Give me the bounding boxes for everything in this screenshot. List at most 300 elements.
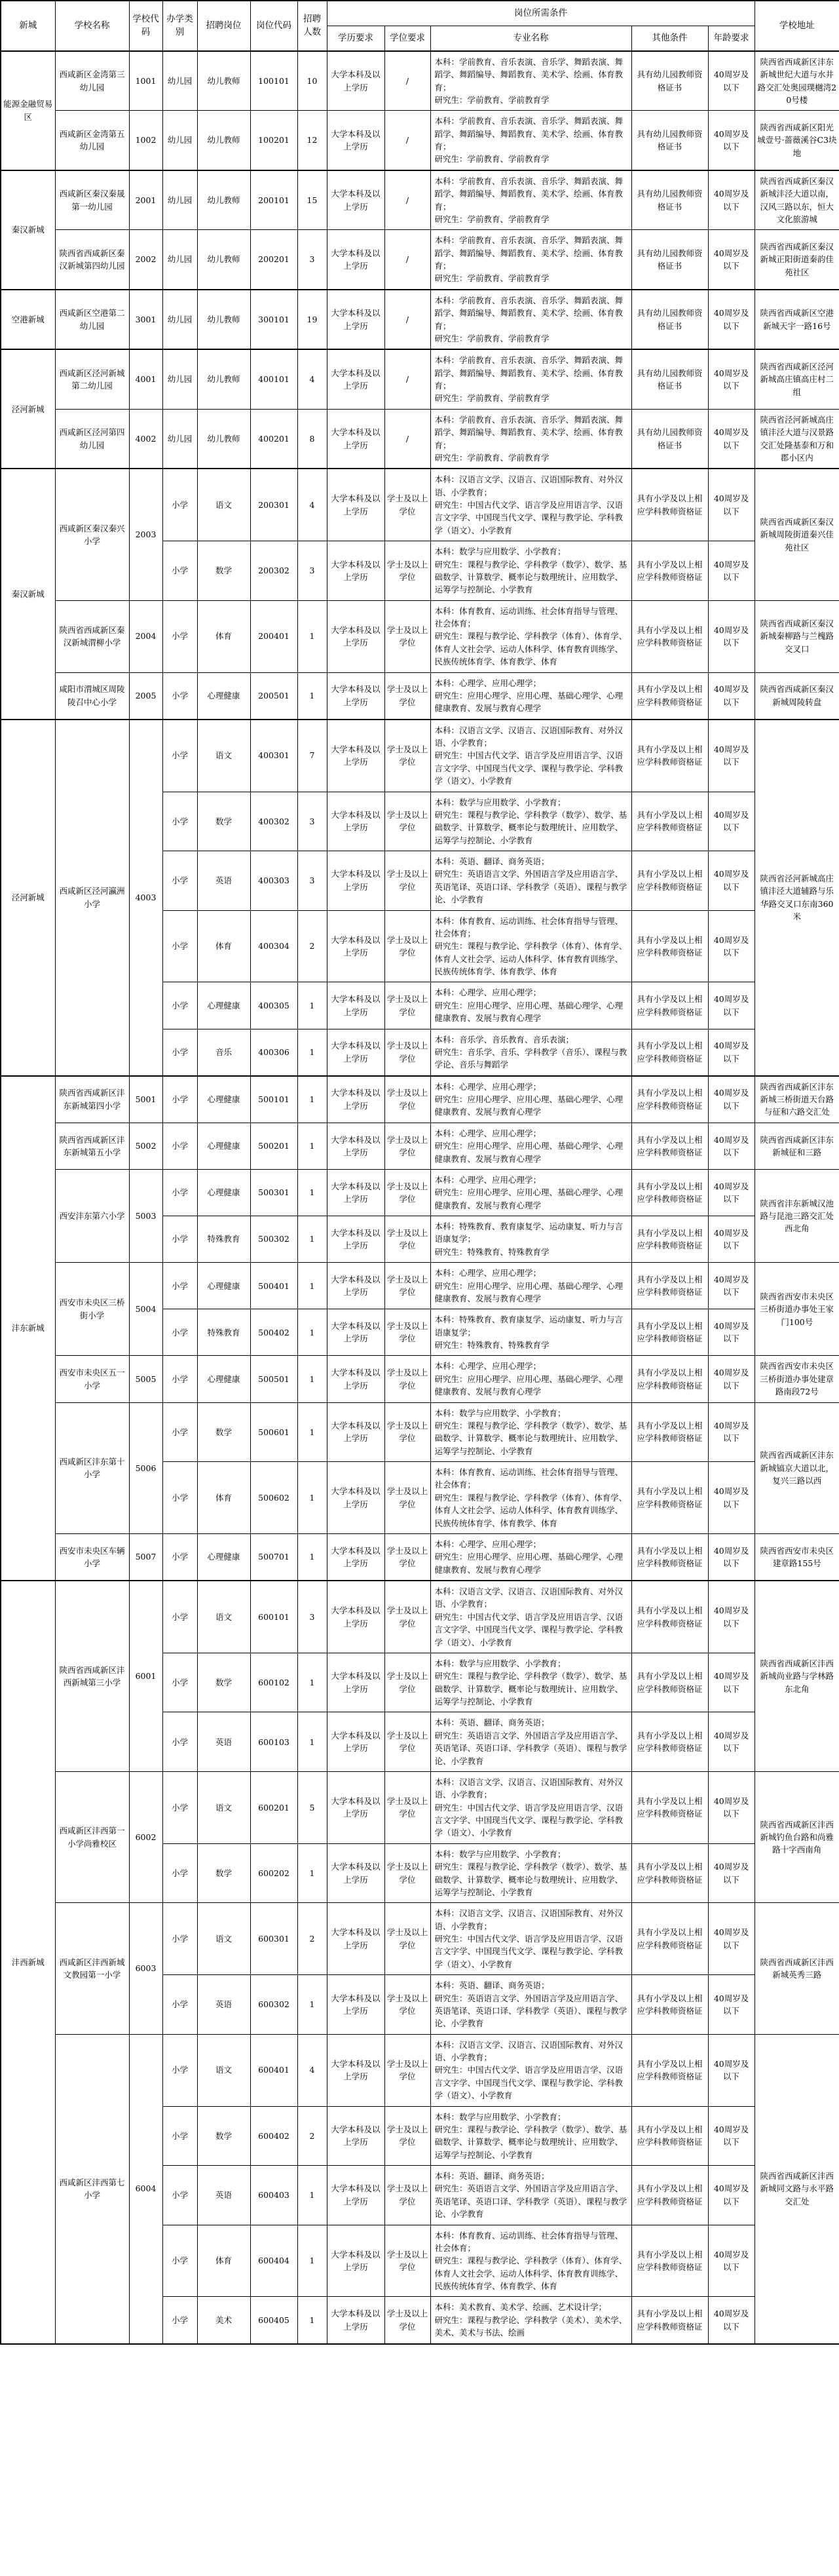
school-type-cell: 小学	[162, 672, 197, 720]
other-requirement-cell: 具有小学及以上相应学科教师资格证	[631, 720, 708, 792]
school-code-cell: 5001	[129, 1076, 162, 1123]
position-code-cell: 100101	[250, 51, 297, 111]
degree-requirement-cell: 学士及以上学位	[384, 720, 430, 792]
position-cell: 幼儿教师	[197, 230, 250, 290]
other-requirement-cell: 具有小学及以上相应学科教师资格证	[631, 1076, 708, 1123]
education-requirement-cell: 大学本科及以上学历	[327, 2166, 384, 2225]
degree-requirement-cell: 学士及以上学位	[384, 672, 430, 720]
education-requirement-cell: 大学本科及以上学历	[327, 1402, 384, 1462]
education-requirement-cell: 大学本科及以上学历	[327, 349, 384, 409]
degree-requirement-cell: /	[384, 230, 430, 290]
school-address-cell: 陕西省泾河新城高庄镇沣泾大道与汉景路交汇处隆基泰和万和郡小区内	[755, 409, 839, 469]
position-code-cell: 600405	[250, 2297, 297, 2344]
position-cell: 英语	[197, 2166, 250, 2225]
position-cell: 体育	[197, 1462, 250, 1534]
other-requirement-cell: 具有幼儿园教师资格证书	[631, 51, 708, 111]
school-type-cell: 小学	[162, 1029, 197, 1076]
degree-requirement-cell: /	[384, 170, 430, 230]
table-row	[1, 111, 839, 170]
position-cell: 心理健康	[197, 982, 250, 1029]
school-name-cell: 西咸新区泾河第四幼儿园	[55, 409, 129, 469]
other-requirement-cell: 具有幼儿园教师资格证书	[631, 111, 708, 170]
education-requirement-cell: 大学本科及以上学历	[327, 1843, 384, 1903]
major-names-cell: 本科：心理学、应用心理学； 研究生：应用心理学、应用心理、基础心理学、心理健康教育、发展与教育心理学	[430, 1533, 631, 1581]
education-requirement-cell: 大学本科及以上学历	[327, 792, 384, 851]
degree-requirement-cell: 学士及以上学位	[384, 1533, 430, 1581]
school-address-cell: 陕西省西咸新区秦汉新城正阳街道秦韵佳苑社区	[755, 230, 839, 290]
position-cell: 数学	[197, 1843, 250, 1903]
position-code-cell: 400305	[250, 982, 297, 1029]
other-requirement-cell: 具有幼儿园教师资格证书	[631, 170, 708, 230]
school-type-cell: 小学	[162, 982, 197, 1029]
school-type-cell: 小学	[162, 2297, 197, 2344]
school-name-cell: 咸阳市渭城区周陵陵召中心小学	[55, 672, 129, 720]
position-cell: 数学	[197, 792, 250, 851]
age-requirement-cell: 40周岁及以下	[708, 2166, 755, 2225]
position-code-cell: 200201	[250, 230, 297, 290]
header-edu-requirement: 学历要求	[327, 26, 384, 50]
school-type-cell: 小学	[162, 469, 197, 541]
age-requirement-cell: 40周岁及以下	[708, 792, 755, 851]
position-code-cell: 600401	[250, 2034, 297, 2106]
age-requirement-cell: 40周岁及以下	[708, 541, 755, 601]
school-address-cell: 陕西省西安市未央区三桥街道办事处建章路南段72号	[755, 1356, 839, 1402]
table-row	[1, 230, 839, 290]
headcount-cell: 1	[297, 1356, 327, 1402]
education-requirement-cell: 大学本科及以上学历	[327, 111, 384, 170]
major-names-cell: 本科：体育教育、运动训练、社会体育指导与管理、社会体育； 研究生：课程与教学论、学科教学（体育）、体育学、体育人文社会学、运动人体科学、体育教育训练学、民族传统体育学、体育教学、体育	[430, 600, 631, 672]
school-type-cell: 幼儿园	[162, 230, 197, 290]
other-requirement-cell: 具有小学及以上相应学科教师资格证	[631, 1903, 708, 1975]
headcount-cell: 1	[297, 1712, 327, 1772]
degree-requirement-cell: 学士及以上学位	[384, 910, 430, 982]
other-requirement-cell: 具有小学及以上相应学科教师资格证	[631, 1402, 708, 1462]
school-name-cell: 西咸新区秦汉秦晟第一幼儿园	[55, 170, 129, 230]
headcount-cell: 3	[297, 1581, 327, 1653]
position-cell: 语文	[197, 2034, 250, 2106]
headcount-cell: 2	[297, 2106, 327, 2166]
degree-requirement-cell: 学士及以上学位	[384, 1402, 430, 1462]
school-type-cell: 小学	[162, 2106, 197, 2166]
position-cell: 心理健康	[197, 1123, 250, 1169]
position-code-cell: 600403	[250, 2166, 297, 2225]
school-address-cell: 陕西省西咸新区秦汉新城秦柳路与兰槐路交叉口	[755, 600, 839, 672]
position-cell: 幼儿教师	[197, 51, 250, 111]
headcount-cell: 1	[297, 1533, 327, 1581]
other-requirement-cell: 具有小学及以上相应学科教师资格证	[631, 1309, 708, 1356]
age-requirement-cell: 40周岁及以下	[708, 51, 755, 111]
school-type-cell: 小学	[162, 1123, 197, 1169]
district-cell: 秦汉新城	[1, 469, 55, 719]
school-address-cell: 陕西省西咸新区沣东新城镐京大道以北，复兴三路以西	[755, 1402, 839, 1533]
position-cell: 幼儿教师	[197, 290, 250, 350]
district-cell: 沣东新城	[1, 1076, 55, 1581]
school-type-cell: 小学	[162, 1771, 197, 1843]
major-names-cell: 本科：数学与应用数学、小学教育； 研究生：课程与教学论、学科教学（数学）、数学、基础数学、计算数学、概率论与数理统计、应用数学、运筹学与控制论、小学教育	[430, 792, 631, 851]
position-code-cell: 600302	[250, 1975, 297, 2035]
school-code-cell: 5004	[129, 1263, 162, 1356]
headcount-cell: 1	[297, 1309, 327, 1356]
education-requirement-cell: 大学本科及以上学历	[327, 1216, 384, 1263]
degree-requirement-cell: 学士及以上学位	[384, 1581, 430, 1653]
education-requirement-cell: 大学本科及以上学历	[327, 982, 384, 1029]
school-code-cell: 6004	[129, 2034, 162, 2343]
age-requirement-cell: 40周岁及以下	[708, 1216, 755, 1263]
table-row	[1, 1123, 839, 1169]
degree-requirement-cell: 学士及以上学位	[384, 1123, 430, 1169]
headcount-cell: 1	[297, 1843, 327, 1903]
school-type-cell: 小学	[162, 1533, 197, 1581]
district-cell: 泾河新城	[1, 720, 55, 1076]
education-requirement-cell: 大学本科及以上学历	[327, 1903, 384, 1975]
age-requirement-cell: 40周岁及以下	[708, 720, 755, 792]
degree-requirement-cell: 学士及以上学位	[384, 1309, 430, 1356]
education-requirement-cell: 大学本科及以上学历	[327, 1309, 384, 1356]
major-names-cell: 本科：英语、翻译、商务英语； 研究生：英语语言文学、外国语言学及应用语言学、英语笔译、英语口译、学科教学（英语）、课程与教学论、小学教育	[430, 1712, 631, 1772]
age-requirement-cell: 40周岁及以下	[708, 469, 755, 541]
headcount-cell: 7	[297, 720, 327, 792]
other-requirement-cell: 具有幼儿园教师资格证书	[631, 290, 708, 350]
school-address-cell: 陕西省西咸新区沣东新城世纪大道与水井路交汇处奥园璞樾湾20号楼	[755, 51, 839, 111]
school-address-cell: 陕西省西咸新区沣东新城征和三路	[755, 1123, 839, 1169]
position-cell: 幼儿教师	[197, 409, 250, 469]
school-name-cell: 陕西省西咸新区沣西新城第三小学	[55, 1581, 129, 1771]
degree-requirement-cell: /	[384, 290, 430, 350]
other-requirement-cell: 具有幼儿园教师资格证书	[631, 349, 708, 409]
degree-requirement-cell: 学士及以上学位	[384, 1903, 430, 1975]
position-code-cell: 200301	[250, 469, 297, 541]
other-requirement-cell: 具有小学及以上相应学科教师资格证	[631, 2034, 708, 2106]
position-cell: 特殊教育	[197, 1309, 250, 1356]
position-cell: 幼儿教师	[197, 349, 250, 409]
headcount-cell: 1	[297, 1653, 327, 1712]
major-names-cell: 本科：数学与应用数学、小学教育； 研究生：课程与教学论、学科教学（数学）、数学、基础数学、计算数学、概率论与数理统计、应用数学、运筹学与控制论、小学教育	[430, 541, 631, 601]
degree-requirement-cell: 学士及以上学位	[384, 1975, 430, 2035]
headcount-cell: 1	[297, 600, 327, 672]
header-headcount: 招聘人数	[297, 1, 327, 51]
headcount-cell: 1	[297, 672, 327, 720]
education-requirement-cell: 大学本科及以上学历	[327, 170, 384, 230]
header-requirements-group: 岗位所需条件	[327, 1, 755, 26]
school-type-cell: 小学	[162, 1462, 197, 1534]
other-requirement-cell: 具有小学及以上相应学科教师资格证	[631, 1712, 708, 1772]
school-code-cell: 2001	[129, 170, 162, 230]
education-requirement-cell: 大学本科及以上学历	[327, 2225, 384, 2297]
degree-requirement-cell: 学士及以上学位	[384, 2106, 430, 2166]
table-row	[1, 1263, 839, 1309]
other-requirement-cell: 具有小学及以上相应学科教师资格证	[631, 1975, 708, 2035]
header-district: 新城	[1, 1, 55, 51]
headcount-cell: 5	[297, 1771, 327, 1843]
position-code-cell: 400302	[250, 792, 297, 851]
age-requirement-cell: 40周岁及以下	[708, 1309, 755, 1356]
headcount-cell: 1	[297, 1216, 327, 1263]
school-address-cell: 陕西省西咸新区沣东新城三桥街道天台路与征和六路交汇处	[755, 1076, 839, 1123]
degree-requirement-cell: 学士及以上学位	[384, 1653, 430, 1712]
degree-requirement-cell: 学士及以上学位	[384, 1462, 430, 1534]
age-requirement-cell: 40周岁及以下	[708, 2106, 755, 2166]
headcount-cell: 1	[297, 2166, 327, 2225]
major-names-cell: 本科：汉语言文学、汉语言、汉语国际教育、对外汉语、小学教育； 研究生：中国古代文学、语言学及应用语言学、汉语言文字学、中国现当代文学、课程与教学论、学科教学（语文）、小学教育	[430, 1581, 631, 1653]
major-names-cell: 本科：英语、翻译、商务英语； 研究生：英语语言文学、外国语言学及应用语言学、英语笔译、英语口译、学科教学（英语）、课程与教学论、小学教育	[430, 2166, 631, 2225]
degree-requirement-cell: 学士及以上学位	[384, 2034, 430, 2106]
district-cell: 泾河新城	[1, 349, 55, 469]
position-code-cell: 400304	[250, 910, 297, 982]
other-requirement-cell: 具有小学及以上相应学科教师资格证	[631, 469, 708, 541]
degree-requirement-cell: 学士及以上学位	[384, 1076, 430, 1123]
major-names-cell: 本科：学前教育、音乐表演、音乐学、舞蹈表演、舞蹈学、舞蹈编导、舞蹈教育、美术学、绘画、体育教育； 研究生：学前教育、学前教育学	[430, 409, 631, 469]
age-requirement-cell: 40周岁及以下	[708, 1843, 755, 1903]
school-name-cell: 陕西省西咸新区秦汉新城第四幼儿园	[55, 230, 129, 290]
position-cell: 语文	[197, 1771, 250, 1843]
major-names-cell: 本科：特殊教育、教育康复学、运动康复、听力与言语康复学； 研究生：特殊教育、特殊教育学	[430, 1309, 631, 1356]
age-requirement-cell: 40周岁及以下	[708, 600, 755, 672]
position-code-cell: 600103	[250, 1712, 297, 1772]
education-requirement-cell: 大学本科及以上学历	[327, 1653, 384, 1712]
other-requirement-cell: 具有幼儿园教师资格证书	[631, 230, 708, 290]
other-requirement-cell: 具有小学及以上相应学科教师资格证	[631, 1356, 708, 1402]
table-header	[1, 1, 839, 51]
headcount-cell: 1	[297, 1076, 327, 1123]
headcount-cell: 10	[297, 51, 327, 111]
position-code-cell: 500402	[250, 1309, 297, 1356]
major-names-cell: 本科：汉语言文学、汉语言、汉语国际教育、对外汉语、小学教育； 研究生：中国古代文学、语言学及应用语言学、汉语言文字学、中国现当代文学、课程与教学论、学科教学（语文）、小学教育	[430, 469, 631, 541]
table-row	[1, 1076, 839, 1123]
education-requirement-cell: 大学本科及以上学历	[327, 600, 384, 672]
school-code-cell: 6001	[129, 1581, 162, 1771]
other-requirement-cell: 具有小学及以上相应学科教师资格证	[631, 1533, 708, 1581]
position-cell: 体育	[197, 600, 250, 672]
headcount-cell: 19	[297, 290, 327, 350]
major-names-cell: 本科：学前教育、音乐表演、音乐学、舞蹈表演、舞蹈学、舞蹈编导、舞蹈教育、美术学、绘画、体育教育； 研究生：学前教育、学前教育学	[430, 111, 631, 170]
other-requirement-cell: 具有小学及以上相应学科教师资格证	[631, 982, 708, 1029]
position-cell: 心理健康	[197, 1356, 250, 1402]
headcount-cell: 12	[297, 111, 327, 170]
other-requirement-cell: 具有小学及以上相应学科教师资格证	[631, 1123, 708, 1169]
position-code-cell: 400306	[250, 1029, 297, 1076]
position-code-cell: 500302	[250, 1216, 297, 1263]
school-name-cell: 西咸新区沣西新城文教园第一小学	[55, 1903, 129, 2034]
major-names-cell: 本科：汉语言文学、汉语言、汉语国际教育、对外汉语、小学教育； 研究生：中国古代文学、语言学及应用语言学、汉语言文字学、中国现当代文学、课程与教学论、学科教学（语文）、小学教育	[430, 2034, 631, 2106]
position-cell: 体育	[197, 910, 250, 982]
degree-requirement-cell: /	[384, 409, 430, 469]
position-code-cell: 500101	[250, 1076, 297, 1123]
education-requirement-cell: 大学本科及以上学历	[327, 230, 384, 290]
school-address-cell: 陕西省西咸新区沣西新城尚业路与学林路东北角	[755, 1581, 839, 1771]
school-address-cell: 陕西省西咸新区秦汉新城沣泾大道以南，汉风三路以东，恒大文化旅游城	[755, 170, 839, 230]
table-row	[1, 1169, 839, 1216]
table-row	[1, 290, 839, 350]
major-names-cell: 本科：学前教育、音乐表演、音乐学、舞蹈表演、舞蹈学、舞蹈编导、舞蹈教育、美术学、绘画、体育教育； 研究生：学前教育、学前教育学	[430, 349, 631, 409]
school-address-cell: 陕西省西咸新区沣西新城钓鱼台路和尚雅路十字西南角	[755, 1771, 839, 1902]
school-address-cell: 陕西省西咸新区秦汉新城周陵转盘	[755, 672, 839, 720]
age-requirement-cell: 40周岁及以下	[708, 170, 755, 230]
school-name-cell: 西咸新区沣西第七小学	[55, 2034, 129, 2343]
age-requirement-cell: 40周岁及以下	[708, 1263, 755, 1309]
headcount-cell: 1	[297, 1169, 327, 1216]
school-type-cell: 幼儿园	[162, 170, 197, 230]
school-code-cell: 4001	[129, 349, 162, 409]
table-row	[1, 1533, 839, 1581]
age-requirement-cell: 40周岁及以下	[708, 2034, 755, 2106]
education-requirement-cell: 大学本科及以上学历	[327, 1462, 384, 1534]
degree-requirement-cell: 学士及以上学位	[384, 1169, 430, 1216]
major-names-cell: 本科：体育教育、运动训练、社会体育指导与管理、社会体育； 研究生：课程与教学论、学科教学（体育）、体育学、体育人文社会学、运动人体科学、体育教育训练学、民族传统体育学、体育教学、体育	[430, 2225, 631, 2297]
position-code-cell: 400301	[250, 720, 297, 792]
major-names-cell: 本科：数学与应用数学、小学教育； 研究生：课程与教学论、学科教学（数学）、数学、基础数学、计算数学、概率论与数理统计、应用数学、运筹学与控制论、小学教育	[430, 1843, 631, 1903]
headcount-cell: 1	[297, 1029, 327, 1076]
school-type-cell: 小学	[162, 1653, 197, 1712]
other-requirement-cell: 具有小学及以上相应学科教师资格证	[631, 851, 708, 911]
education-requirement-cell: 大学本科及以上学历	[327, 1581, 384, 1653]
position-code-cell: 300101	[250, 290, 297, 350]
other-requirement-cell: 具有小学及以上相应学科教师资格证	[631, 541, 708, 601]
school-type-cell: 幼儿园	[162, 290, 197, 350]
headcount-cell: 1	[297, 2225, 327, 2297]
degree-requirement-cell: 学士及以上学位	[384, 1263, 430, 1309]
education-requirement-cell: 大学本科及以上学历	[327, 51, 384, 111]
position-cell: 数学	[197, 1653, 250, 1712]
degree-requirement-cell: 学士及以上学位	[384, 600, 430, 672]
school-type-cell: 小学	[162, 720, 197, 792]
table-body	[1, 51, 839, 2344]
school-name-cell: 西安市未央区车辆小学	[55, 1533, 129, 1581]
table-row	[1, 1356, 839, 1402]
school-code-cell: 6003	[129, 1903, 162, 2034]
school-type-cell: 幼儿园	[162, 111, 197, 170]
school-type-cell: 小学	[162, 1076, 197, 1123]
age-requirement-cell: 40周岁及以下	[708, 1581, 755, 1653]
position-cell: 数学	[197, 541, 250, 601]
other-requirement-cell: 具有小学及以上相应学科教师资格证	[631, 672, 708, 720]
other-requirement-cell: 具有小学及以上相应学科教师资格证	[631, 910, 708, 982]
education-requirement-cell: 大学本科及以上学历	[327, 1975, 384, 2035]
school-name-cell: 西安市未央区五一小学	[55, 1356, 129, 1402]
school-name-cell: 西咸新区秦汉秦兴小学	[55, 469, 129, 600]
degree-requirement-cell: 学士及以上学位	[384, 792, 430, 851]
header-position-code: 岗位代码	[250, 1, 297, 51]
position-code-cell: 600301	[250, 1903, 297, 1975]
position-code-cell: 600101	[250, 1581, 297, 1653]
school-type-cell: 小学	[162, 1903, 197, 1975]
education-requirement-cell: 大学本科及以上学历	[327, 409, 384, 469]
school-name-cell: 西安市未央区三桥街小学	[55, 1263, 129, 1356]
school-code-cell: 5005	[129, 1356, 162, 1402]
table-row	[1, 170, 839, 230]
position-code-cell: 600402	[250, 2106, 297, 2166]
school-type-cell: 小学	[162, 910, 197, 982]
school-address-cell: 陕西省西咸新区沣西新城同文路与永平路交汇处	[755, 2034, 839, 2343]
degree-requirement-cell: 学士及以上学位	[384, 982, 430, 1029]
other-requirement-cell: 具有小学及以上相应学科教师资格证	[631, 1771, 708, 1843]
position-code-cell: 500201	[250, 1123, 297, 1169]
table-row	[1, 409, 839, 469]
degree-requirement-cell: 学士及以上学位	[384, 1771, 430, 1843]
school-type-cell: 小学	[162, 1356, 197, 1402]
education-requirement-cell: 大学本科及以上学历	[327, 290, 384, 350]
school-code-cell: 6002	[129, 1771, 162, 1902]
school-type-cell: 小学	[162, 2225, 197, 2297]
school-name-cell: 西咸新区沣西第一小学尚雅校区	[55, 1771, 129, 1902]
major-names-cell: 本科：数学与应用数学、小学教育； 研究生：课程与教学论、学科教学（数学）、数学、基础数学、计算数学、概率论与数理统计、应用数学、运筹学与控制论、小学教育	[430, 2106, 631, 2166]
school-address-cell: 陕西省西咸新区泾河新城高庄镇高庄村二组	[755, 349, 839, 409]
school-address-cell: 陕西省泾河新城高庄镇沣泾大道辅路与乐华路交叉口东南360米	[755, 720, 839, 1076]
headcount-cell: 2	[297, 1903, 327, 1975]
major-names-cell: 本科：英语、翻译、商务英语； 研究生：英语语言文学、外国语言学及应用语言学、英语笔译、英语口译、学科教学（英语）、课程与教学论、小学教育	[430, 1975, 631, 2035]
other-requirement-cell: 具有小学及以上相应学科教师资格证	[631, 2166, 708, 2225]
other-requirement-cell: 具有小学及以上相应学科教师资格证	[631, 1843, 708, 1903]
headcount-cell: 1	[297, 1462, 327, 1534]
age-requirement-cell: 40周岁及以下	[708, 230, 755, 290]
header-row-top	[1, 1, 839, 26]
headcount-cell: 3	[297, 541, 327, 601]
position-code-cell: 500701	[250, 1533, 297, 1581]
major-names-cell: 本科：数学与应用数学、小学教育； 研究生：课程与教学论、学科教学（数学）、数学、基础数学、计算数学、概率论与数理统计、应用数学、运筹学与控制论、小学教育	[430, 1402, 631, 1462]
major-names-cell: 本科：学前教育、音乐表演、音乐学、舞蹈表演、舞蹈学、舞蹈编导、舞蹈教育、美术学、绘画、体育教育； 研究生：学前教育、学前教育学	[430, 230, 631, 290]
other-requirement-cell: 具有小学及以上相应学科教师资格证	[631, 792, 708, 851]
header-age-requirement: 年龄要求	[708, 26, 755, 50]
education-requirement-cell: 大学本科及以上学历	[327, 1076, 384, 1123]
education-requirement-cell: 大学本科及以上学历	[327, 1356, 384, 1402]
district-cell: 空港新城	[1, 290, 55, 350]
position-code-cell: 200101	[250, 170, 297, 230]
position-cell: 心理健康	[197, 1169, 250, 1216]
table-row	[1, 1581, 839, 1653]
education-requirement-cell: 大学本科及以上学历	[327, 1771, 384, 1843]
school-code-cell: 5007	[129, 1533, 162, 1581]
age-requirement-cell: 40周岁及以下	[708, 1533, 755, 1581]
position-code-cell: 500301	[250, 1169, 297, 1216]
school-type-cell: 小学	[162, 1712, 197, 1772]
school-code-cell: 4002	[129, 409, 162, 469]
district-cell: 沣西新城	[1, 1581, 55, 2344]
headcount-cell: 1	[297, 2297, 327, 2344]
education-requirement-cell: 大学本科及以上学历	[327, 2034, 384, 2106]
major-names-cell: 本科：美术教育、美术学、绘画、艺术设计学； 研究生：课程与教学论、学科教学（美术）、美术学、美术、美术与书法、绘画	[430, 2297, 631, 2344]
position-cell: 英语	[197, 851, 250, 911]
position-cell: 音乐	[197, 1029, 250, 1076]
major-names-cell: 本科：心理学、应用心理学； 研究生：应用心理学、应用心理、基础心理学、心理健康教育、发展与教育心理学	[430, 1169, 631, 1216]
school-type-cell: 小学	[162, 1309, 197, 1356]
other-requirement-cell: 具有小学及以上相应学科教师资格证	[631, 2297, 708, 2344]
school-name-cell: 西咸新区金湾第三幼儿园	[55, 51, 129, 111]
position-code-cell: 200501	[250, 672, 297, 720]
age-requirement-cell: 40周岁及以下	[708, 1123, 755, 1169]
major-names-cell: 本科：汉语言文学、汉语言、汉语国际教育、对外汉语、小学教育； 研究生：中国古代文学、语言学及应用语言学、汉语言文字学、中国现当代文学、课程与教学论、学科教学（语文）、小学教育	[430, 720, 631, 792]
position-code-cell: 200401	[250, 600, 297, 672]
age-requirement-cell: 40周岁及以下	[708, 1169, 755, 1216]
education-requirement-cell: 大学本科及以上学历	[327, 672, 384, 720]
other-requirement-cell: 具有小学及以上相应学科教师资格证	[631, 1216, 708, 1263]
table-row	[1, 672, 839, 720]
school-name-cell: 西咸新区金湾第五幼儿园	[55, 111, 129, 170]
education-requirement-cell: 大学本科及以上学历	[327, 2106, 384, 2166]
major-names-cell: 本科：心理学、应用心理学； 研究生：应用心理学、应用心理、基础心理学、心理健康教育、发展与教育心理学	[430, 672, 631, 720]
age-requirement-cell: 40周岁及以下	[708, 1653, 755, 1712]
major-names-cell: 本科：汉语言文学、汉语言、汉语国际教育、对外汉语、小学教育； 研究生：中国古代文学、语言学及应用语言学、汉语言文字学、中国现当代文学、课程与教学论、学科教学（语文）、小学教育	[430, 1771, 631, 1843]
school-code-cell: 5003	[129, 1169, 162, 1262]
position-cell: 体育	[197, 2225, 250, 2297]
major-names-cell: 本科：学前教育、音乐表演、音乐学、舞蹈表演、舞蹈学、舞蹈编导、舞蹈教育、美术学、绘画、体育教育； 研究生：学前教育、学前教育学	[430, 170, 631, 230]
headcount-cell: 1	[297, 982, 327, 1029]
age-requirement-cell: 40周岁及以下	[708, 2225, 755, 2297]
table-row	[1, 1903, 839, 1975]
school-code-cell: 4003	[129, 720, 162, 1076]
school-type-cell: 幼儿园	[162, 349, 197, 409]
age-requirement-cell: 40周岁及以下	[708, 2297, 755, 2344]
school-type-cell: 小学	[162, 792, 197, 851]
header-position: 招聘岗位	[197, 1, 250, 51]
